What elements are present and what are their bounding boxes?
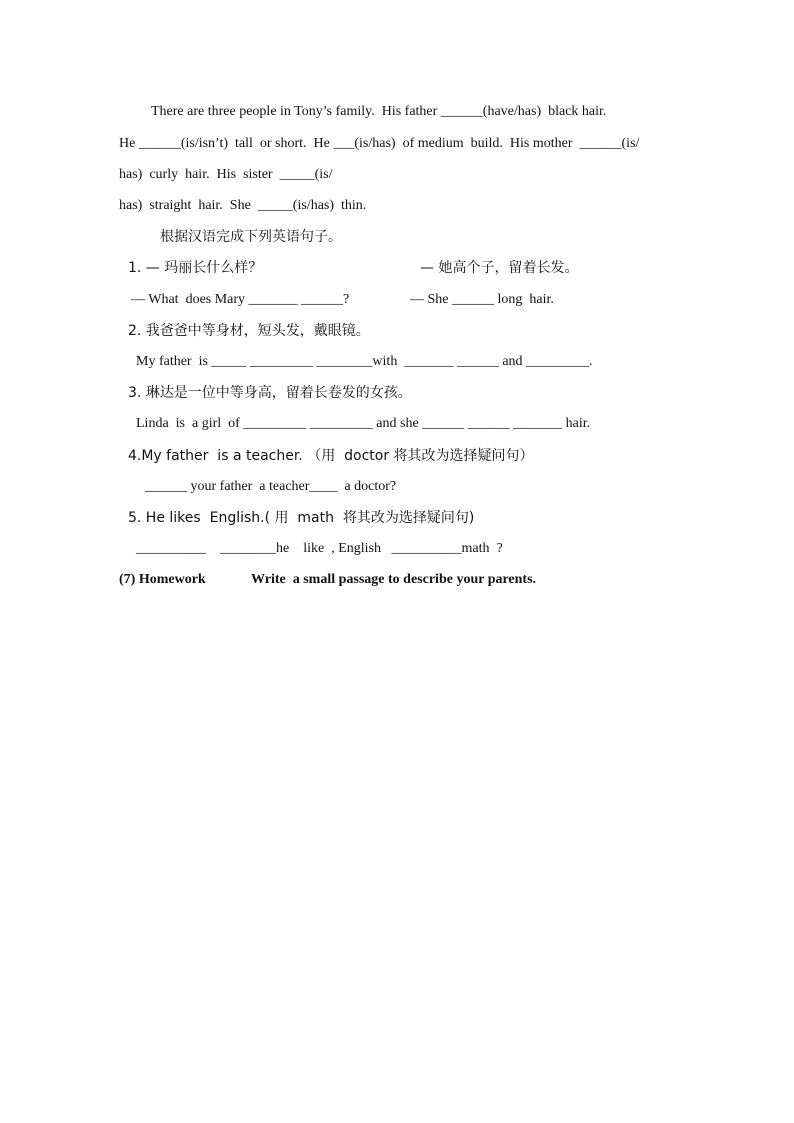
- question-4-prompt: 4.My father is a teacher. （用 doctor 将其改为选择疑问句）: [128, 448, 534, 464]
- question-1-english-b: — She ______ long hair.: [410, 292, 554, 307]
- question-3-english: Linda is a girl of _________ _________ and she ______ ______ _______ hair.: [136, 416, 591, 431]
- passage-line-3: has) curly hair. His sister _____(is/: [119, 167, 333, 182]
- passage-line-1: There are three people in Tony’s family. His father ______(have/has) black hair.: [151, 104, 607, 119]
- question-3-chinese: 3. 琳达是一位中等身高，留着长卷发的女孩。: [128, 385, 412, 401]
- passage-line-4: has) straight hair. She _____(is/has) thin.: [119, 198, 367, 213]
- question-5-prompt: 5. He likes English.( 用 math 将其改为选择疑问句): [128, 510, 475, 526]
- exercise-instruction: 根据汉语完成下列英语句子。: [160, 229, 342, 245]
- question-4-english: ______ your father a teacher____ a doctor?: [145, 479, 397, 494]
- question-5-english: __________ ________he like , English __________math ?: [136, 541, 503, 556]
- question-2-english: My father is _____ _________ ________with _______ ______ and _________.: [136, 354, 593, 369]
- question-1-chinese-b: — 她高个子，留着长发。: [420, 260, 579, 276]
- question-2-chinese: 2. 我爸爸中等身材，短头发，戴眼镜。: [128, 323, 370, 339]
- question-1-english-a: — What does Mary _______ ______?: [131, 292, 350, 307]
- question-1-chinese-a: 1. — 玛丽长什么样？: [128, 260, 263, 276]
- homework-task: Write a small passage to describe your parents.: [251, 572, 537, 587]
- homework-label: (7) Homework: [119, 572, 206, 587]
- passage-line-2: He ______(is/isn’t) tall or short. He ___(is/has) of medium build. His mother ______(is/: [119, 136, 640, 151]
